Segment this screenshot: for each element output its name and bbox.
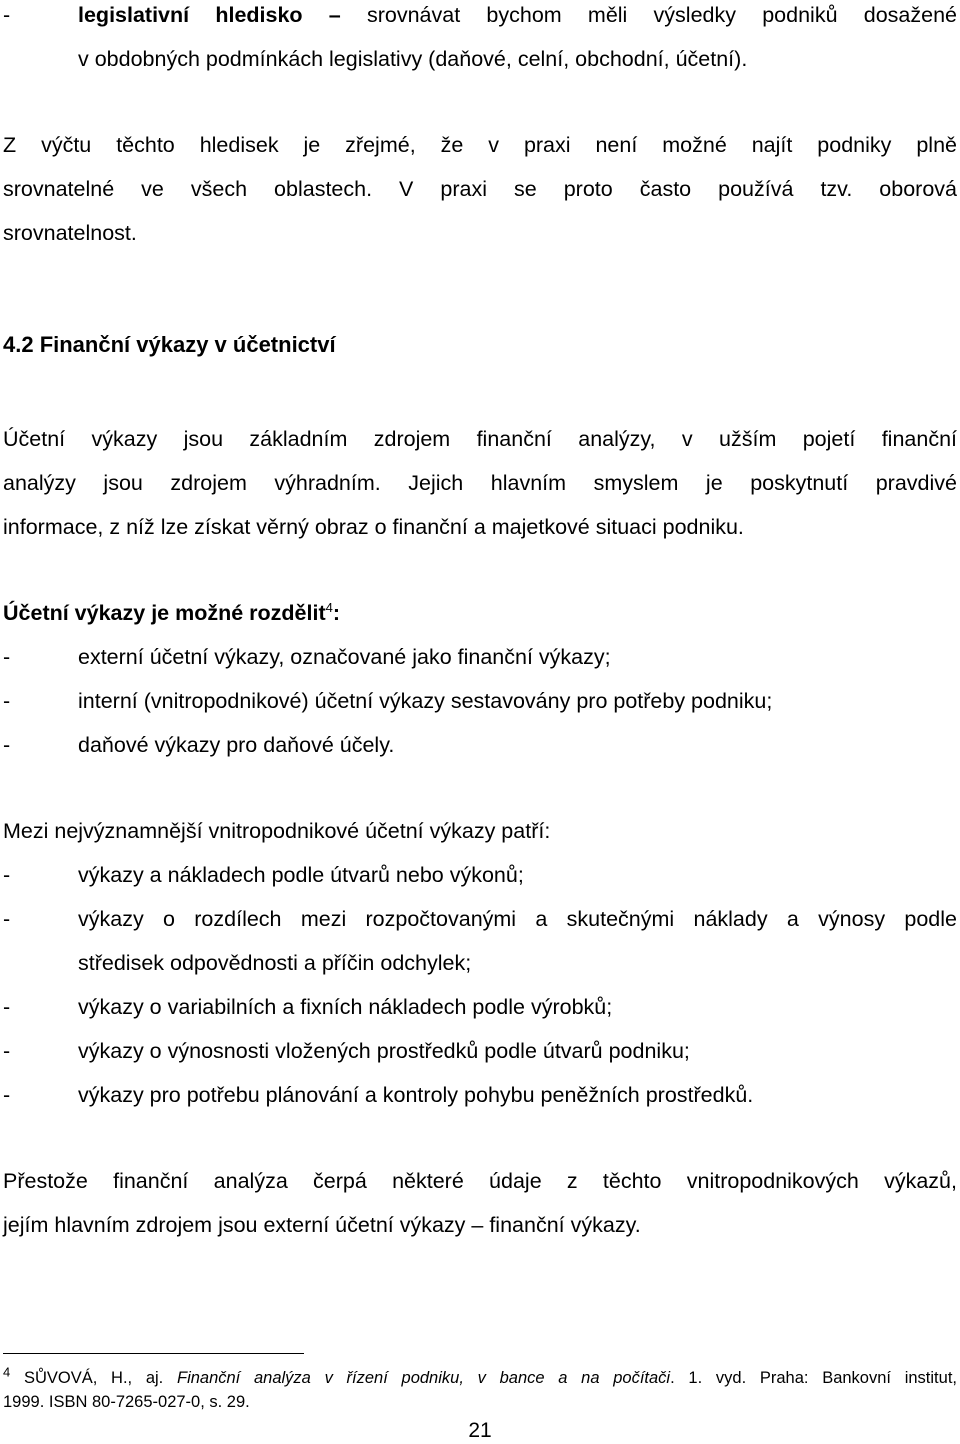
paragraph-line: informace, z níž lze získat věrný obraz o finanční a majetkové situaci podniku. — [3, 515, 744, 539]
bold-lead: legislativní hledisko – — [78, 3, 341, 27]
footnote: $^4$ SŮVOVÁ, H., aj. Finanční analýza v řízení podniku, v bance a na počítači. 1. vyd. Praha: Bankovní institut, — [3, 1364, 957, 1387]
list-dash: - — [3, 3, 11, 27]
section-heading: 4.2 Finanční výkazy v účetnictví — [3, 332, 336, 357]
footnote-line: 1999. ISBN 80-7265-027-0, s. 29. — [3, 1393, 250, 1411]
text-line: srovnávat bychom měli výsledky podniků dosažené — [340, 3, 957, 27]
page-number: 21 — [468, 1419, 492, 1442]
paragraph-line: analýzy jsou zdrojem výhradním. Jejich hlavním smyslem je poskytnutí pravdivé — [3, 471, 957, 495]
internal-lead: Mezi nejvýznamnější vnitropodnikové účetní výkazy patří: — [3, 819, 551, 843]
paragraph-line: Účetní výkazy jsou základním zdrojem finanční analýzy, v užším pojetí finanční — [3, 427, 957, 451]
paragraph-line: srovnatelnost. — [3, 221, 137, 245]
footnote-rule — [3, 1353, 304, 1354]
division-lead: Účetní výkazy je možné rozdělit$^4$: — [3, 599, 341, 625]
document-page: - legislativní hledisko – srovnávat bychom měli výsledky podniků dosažené v obdobných podmínkách legislativy (daňové, celní, obchodní, účetní). Z výčtu těchto hledisek je zřejmé, že v praxi není možné najít podniky plně srovnatelné ve všech oblastech. V praxi se proto často používá tzv. oborová srovnatelnost. 4.2 Finanční výkazy v účetnictví Účetní výkazy jsou základním zdrojem finanční analýzy, v užším pojetí finanční analýzy jsou zdrojem výhradním. Jejich hlavním smyslem je poskytnutí pravdivé informace, z níž lze získat věrný obraz o finanční a majetkové situaci podniku. Účetní výkazy je možné rozdělit$^4$: - externí účetní výkazy, označované jako finanční výkazy; - interní (vnitropodnikové) účetní výkazy sestavovány pro potřeby podniku; - daňové výkazy pro daňové účely. Mezi nejvýznamnější vnitropodnikové účetní výkazy patří: - výkazy a nákladech podle útvarů nebo výkonů; - výkazy o rozdílech mezi rozpočtovanými a skutečnými náklady a výnosy podle středisek odpovědnosti a příčin odchylek; - výkazy o variabilních a fixních nákladech podle výrobků; - výkazy o výnosnosti vložených prostředků podle útvarů podniku; - výkazy pro potřebu plánování a kontroly pohybu peněžních prostředků. Přestože finanční analýza čerpá některé údaje z těchto vnitropodnikových výkazů, jejím hlavním zdrojem jsou externí účetní výkazy – finanční výkazy. $^4$ SŮVOVÁ, H., aj. Finanční analýza v řízení podniku, v bance a na počítači. 1. vyd. Praha: Bankovní institut, 1999. ISBN 80-7265-027-0, s. 29. 21 — [0, 0, 960, 1442]
footnote-title: Finanční analýza v řízení podniku, v bance a na počítači — [176, 1369, 671, 1387]
paragraph-line: srovnatelné ve všech oblastech. V praxi se proto často používá tzv. oborová — [3, 177, 957, 201]
text-line: v obdobných podmínkách legislativy (daňové, celní, obchodní, účetní). — [78, 47, 748, 71]
footnote-ref: 4 — [325, 599, 333, 615]
footnote-number: 4 — [3, 1364, 11, 1380]
paragraph-line: Přestože finanční analýza čerpá některé údaje z těchto vnitropodnikových výkazů, — [3, 1169, 957, 1193]
paragraph-line: jejím hlavním zdrojem jsou externí účetní výkazy – finanční výkazy. — [3, 1213, 641, 1237]
paragraph-line: Z výčtu těchto hledisek je zřejmé, že v praxi není možné najít podniky plně — [3, 133, 957, 157]
